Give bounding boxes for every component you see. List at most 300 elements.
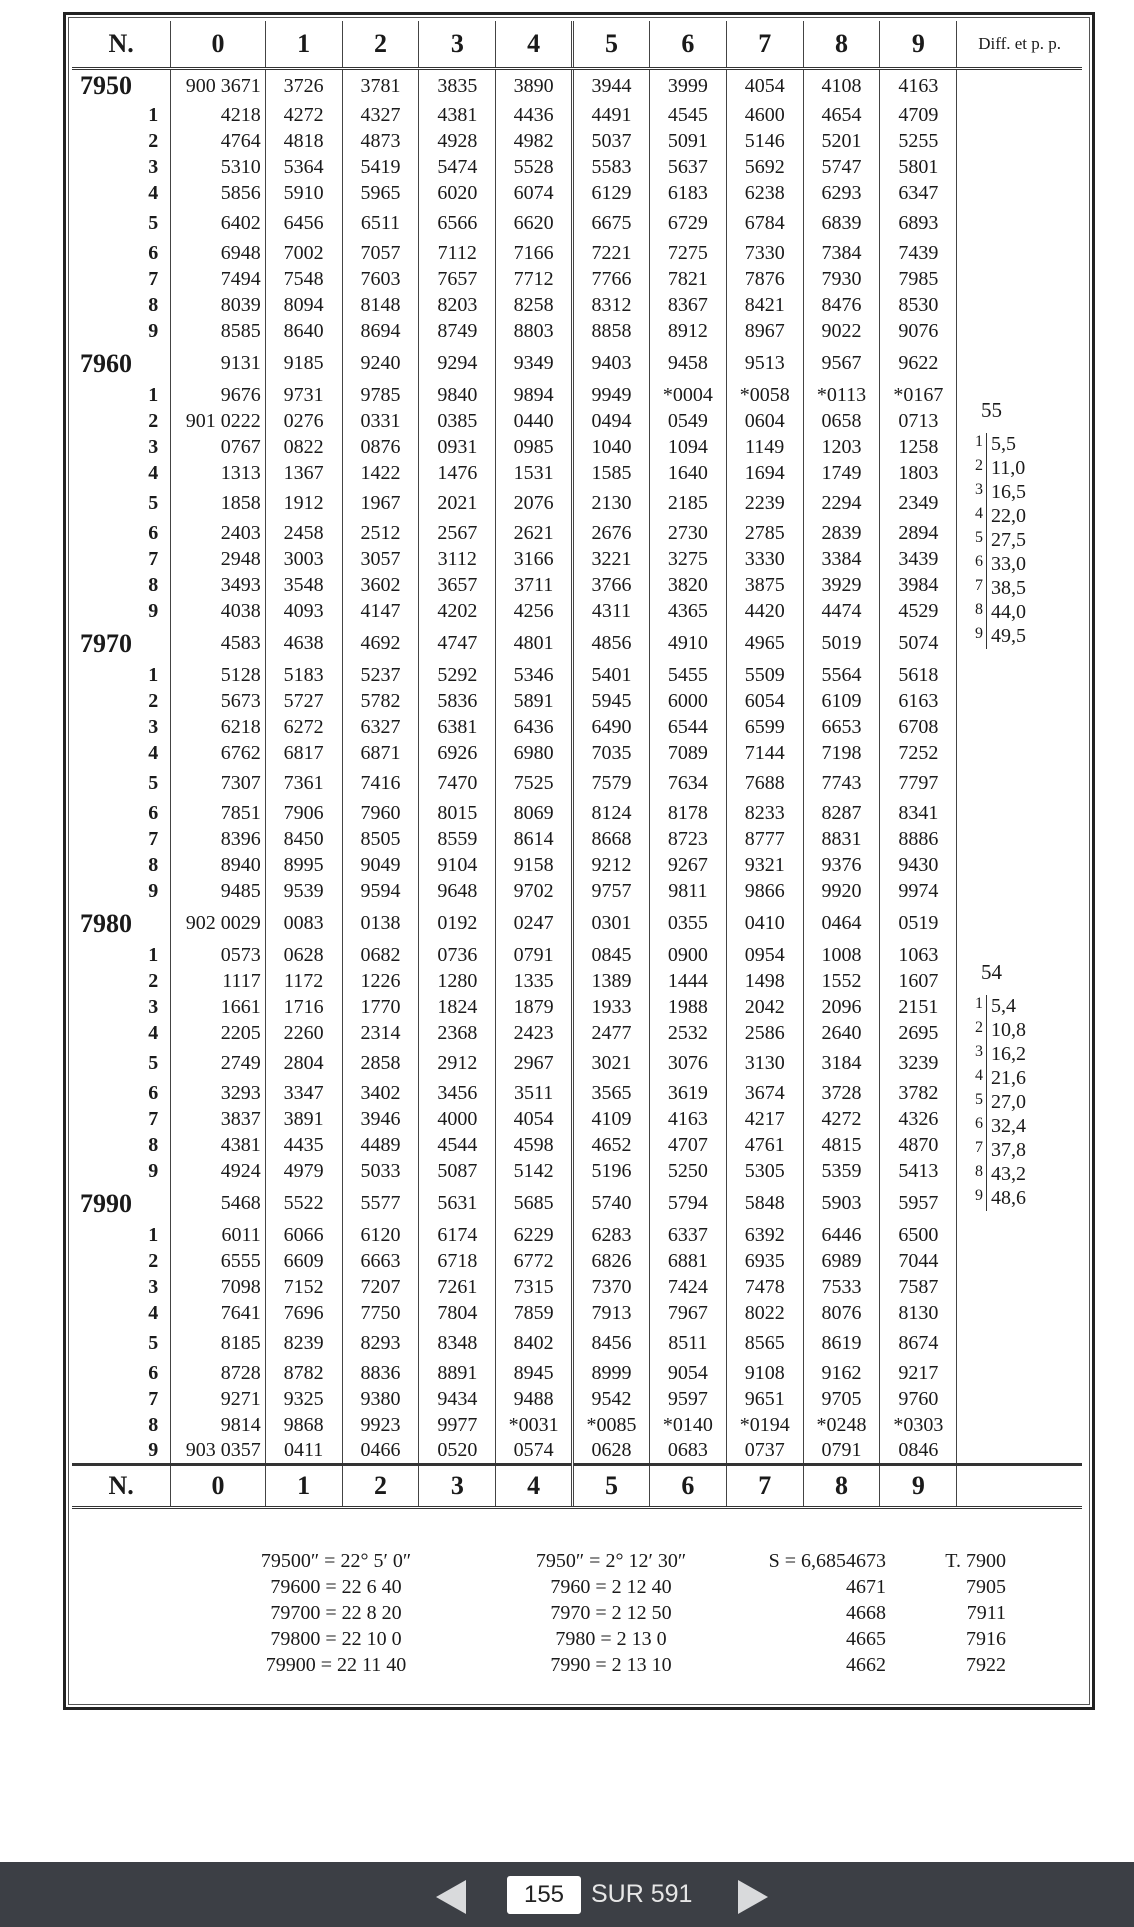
table-cell: 2749: [220, 1052, 261, 1074]
table-cell: 7035: [573, 741, 650, 767]
table-cell: 5903: [803, 1185, 880, 1223]
table-cell: 4979: [265, 1159, 342, 1185]
table-cell: 9731: [265, 383, 342, 409]
table-cell: 8348: [419, 1327, 496, 1361]
table-cell: 6183: [649, 181, 726, 207]
table-cell: 5957: [880, 1185, 957, 1223]
footer-cell-n: N.: [72, 1465, 171, 1508]
table-cell: 5413: [880, 1159, 957, 1185]
diff-row-index: 4: [961, 505, 987, 529]
table-cell: 5637: [649, 155, 726, 181]
table-cell: 0411: [265, 1439, 342, 1465]
table-cell: 8995: [265, 853, 342, 879]
table-cell: 6500: [880, 1223, 957, 1249]
table-cell: 1607: [880, 969, 957, 995]
table-cell: 9380: [342, 1387, 419, 1413]
table-cell: 5250: [649, 1159, 726, 1185]
table-cell: 7712: [496, 267, 573, 293]
table-cell: 1008: [803, 943, 880, 969]
table-cell: 5033: [342, 1159, 419, 1185]
table-cell: 4815: [803, 1133, 880, 1159]
diff-table-rows: [961, 995, 1071, 1211]
table-cell: *0140: [649, 1413, 726, 1439]
table-cell: 7913: [573, 1301, 650, 1327]
table-cell: 9049: [342, 853, 419, 879]
table-cell: 9814: [220, 1414, 261, 1436]
table-cell: 3835: [419, 69, 496, 103]
table-cell: 8891: [419, 1361, 496, 1387]
table-cell: 4218: [220, 104, 261, 126]
table-cell: 7166: [496, 241, 573, 267]
table-cell: 0276: [265, 409, 342, 435]
table-cell: 6011: [221, 1224, 261, 1246]
diff-row: [961, 625, 1071, 649]
table-cell: 0767: [220, 436, 261, 458]
table-cell: 2839: [803, 521, 880, 547]
table-cell: 8614: [496, 827, 573, 853]
table-cell: 5673: [220, 690, 261, 712]
table-cell: 0192: [419, 905, 496, 943]
table-row: [72, 767, 1082, 801]
table-cell: 4654: [803, 103, 880, 129]
table-cell: 4489: [342, 1133, 419, 1159]
table-cell: 9974: [880, 879, 957, 905]
table-cell: 4707: [649, 1133, 726, 1159]
table-cell: 4924: [220, 1160, 261, 1182]
table-cell: *0058: [726, 383, 803, 409]
diff-column-cell: [957, 689, 1082, 715]
table-cell: 5856: [220, 182, 261, 204]
table-cell: 5346: [496, 663, 573, 689]
diff-table-rows: [961, 433, 1071, 649]
table-cell: 7330: [726, 241, 803, 267]
diff-row-value: 5,5: [991, 433, 1016, 455]
diff-column-cell: [957, 1275, 1082, 1301]
table-cell: 1716: [265, 995, 342, 1021]
row-label: 6: [72, 521, 171, 547]
table-cell: 7743: [803, 767, 880, 801]
table-cell: 2130: [573, 487, 650, 521]
table-cell: 4600: [726, 103, 803, 129]
table-cell: *0031: [496, 1413, 573, 1439]
table-cell: 1770: [342, 995, 419, 1021]
table-cell: 0519: [880, 905, 957, 943]
footer-cell-6: 6: [649, 1465, 726, 1508]
diff-row-index: 9: [961, 625, 987, 649]
table-row: [72, 1021, 1082, 1047]
table-cell: 1172: [265, 969, 342, 995]
table-cell: 5747: [803, 155, 880, 181]
table-cell: 3511: [496, 1081, 573, 1107]
table-cell: 6653: [803, 715, 880, 741]
page-navigation-bar: [0, 1862, 1134, 1927]
table-cell: 5091: [649, 129, 726, 155]
diff-row-value: 21,6: [991, 1067, 1026, 1089]
table-cell: 8258: [496, 293, 573, 319]
table-cell: 9054: [649, 1361, 726, 1387]
table-cell: 7960: [342, 801, 419, 827]
table-cell: 3890: [496, 69, 573, 103]
table-cell: 1203: [803, 435, 880, 461]
table-cell: 3112: [419, 547, 496, 573]
row-label: 5: [72, 207, 171, 241]
table-cell: 8421: [726, 293, 803, 319]
table-cell: 2403: [220, 522, 261, 544]
diff-row-index: 5: [961, 1091, 987, 1115]
table-cell: 5401: [573, 663, 650, 689]
table-cell: 2368: [419, 1021, 496, 1047]
table-cell: 7533: [803, 1275, 880, 1301]
table-cell: 8069: [496, 801, 573, 827]
table-cell: *0303: [880, 1413, 957, 1439]
table-cell: 5564: [803, 663, 880, 689]
table-cell: 4000: [419, 1107, 496, 1133]
table-cell: 9321: [726, 853, 803, 879]
table-cell: 6708: [880, 715, 957, 741]
table-cell: 0464: [803, 905, 880, 943]
diff-column-cell: [957, 293, 1082, 319]
row-label: 3: [72, 715, 171, 741]
table-cell: 8777: [726, 827, 803, 853]
table-cell: 4108: [803, 69, 880, 103]
table-row: [72, 573, 1082, 599]
table-cell: 5965: [342, 181, 419, 207]
table-cell: 9977: [419, 1413, 496, 1439]
table-cell: 9488: [496, 1387, 573, 1413]
table-cell: 7548: [265, 267, 342, 293]
block-number: 7970: [72, 625, 171, 663]
table-cell: 3711: [496, 573, 573, 599]
table-cell: 5618: [880, 663, 957, 689]
table-cell: 2294: [803, 487, 880, 521]
table-cell: 4436: [496, 103, 573, 129]
table-cell: 9949: [573, 383, 650, 409]
table-cell: 8912: [649, 319, 726, 345]
table-cell: 6337: [649, 1223, 726, 1249]
footer-cell-7: 7: [726, 1465, 803, 1508]
table-cell: 5945: [573, 689, 650, 715]
table-cell: 6392: [726, 1223, 803, 1249]
diff-column-cell: [957, 801, 1082, 827]
diff-row-value: 37,8: [991, 1139, 1026, 1161]
diff-row-index: 1: [961, 433, 987, 457]
table-cell: 902 0029: [185, 912, 261, 934]
diff-row: [961, 433, 1071, 457]
footer-cell-0: 0: [171, 1465, 265, 1508]
diff-row: [961, 481, 1071, 505]
table-row: [72, 663, 1082, 689]
table-cell: 3999: [649, 69, 726, 103]
table-cell: 0736: [419, 943, 496, 969]
diff-row-value: 33,0: [991, 553, 1026, 575]
table-cell: 4256: [496, 599, 573, 625]
table-cell: 3275: [649, 547, 726, 573]
table-cell: 3456: [419, 1081, 496, 1107]
table-cell: 7587: [880, 1275, 957, 1301]
diff-row: [961, 529, 1071, 553]
diff-column-cell: [957, 267, 1082, 293]
table-cell: 9651: [726, 1387, 803, 1413]
table-cell: 6129: [573, 181, 650, 207]
table-cell: 1912: [265, 487, 342, 521]
row-label: 1: [72, 663, 171, 689]
table-cell: 0628: [573, 1439, 650, 1465]
table-cell: 1694: [726, 461, 803, 487]
table-cell: 9567: [803, 345, 880, 383]
diff-column-cell: [957, 319, 1082, 345]
table-cell: 7424: [649, 1275, 726, 1301]
row-label: 8: [72, 1133, 171, 1159]
table-cell: 5740: [573, 1185, 650, 1223]
table-cell: 5727: [265, 689, 342, 715]
table-cell: 5522: [265, 1185, 342, 1223]
table-cell: 2858: [342, 1047, 419, 1081]
previous-page-button[interactable]: [436, 1880, 466, 1914]
table-cell: 9539: [265, 879, 342, 905]
table-cell: 4856: [573, 625, 650, 663]
table-cell: 0683: [649, 1439, 726, 1465]
footer-cell-1: 1: [265, 1465, 342, 1508]
footer-note-a: 79600 = 22 6 40: [270, 1576, 402, 1598]
table-cell: 8886: [880, 827, 957, 853]
table-cell: 8312: [573, 293, 650, 319]
table-cell: 9920: [803, 879, 880, 905]
table-cell: 8476: [803, 293, 880, 319]
table-cell: 5364: [265, 155, 342, 181]
table-cell: 8094: [265, 293, 342, 319]
table-cell: 1444: [649, 969, 726, 995]
table-cell: *0194: [726, 1413, 803, 1439]
table-cell: 3820: [649, 573, 726, 599]
diff-column-cell: [957, 345, 1082, 383]
table-cell: 5794: [649, 1185, 726, 1223]
diff-column-cell: [957, 103, 1082, 129]
table-cell: 2349: [880, 487, 957, 521]
table-row: [72, 487, 1082, 521]
table-cell: 0791: [496, 943, 573, 969]
footer-note-d: 7922: [966, 1654, 1006, 1676]
table-cell: 6293: [803, 181, 880, 207]
diff-column-cell: [957, 1439, 1082, 1465]
table-cell: 0385: [419, 409, 496, 435]
diff-row-value: 5,4: [991, 995, 1016, 1017]
table-cell: 7634: [649, 767, 726, 801]
table-cell: 7641: [220, 1302, 261, 1324]
log-table: [72, 21, 1082, 1509]
diff-column-cell: [957, 207, 1082, 241]
table-cell: 3726: [265, 69, 342, 103]
table-cell: 9648: [419, 879, 496, 905]
table-cell: 3330: [726, 547, 803, 573]
footer-note-row: [186, 1576, 1026, 1602]
table-cell: 8367: [649, 293, 726, 319]
table-cell: 4272: [265, 103, 342, 129]
table-cell: 5183: [265, 663, 342, 689]
table-cell: 1422: [342, 461, 419, 487]
table-cell: 3184: [803, 1047, 880, 1081]
table-cell: 903 0357: [185, 1439, 261, 1462]
row-label: 7: [72, 1387, 171, 1413]
diff-row: [961, 995, 1071, 1019]
footer-note-b: 7960 = 2 12 40: [550, 1576, 672, 1598]
table-cell: 4054: [496, 1107, 573, 1133]
table-cell: 3293: [220, 1082, 261, 1104]
table-row: [72, 969, 1082, 995]
table-cell: 4529: [880, 599, 957, 625]
table-row: [72, 853, 1082, 879]
table-cell: 9434: [419, 1387, 496, 1413]
table-cell: 4709: [880, 103, 957, 129]
table-cell: 7859: [496, 1301, 573, 1327]
table-cell: 1476: [419, 461, 496, 487]
table-row: [72, 1327, 1082, 1361]
table-cell: 1226: [342, 969, 419, 995]
row-label: 9: [72, 599, 171, 625]
table-cell: 4272: [803, 1107, 880, 1133]
footer-cell-3: 3: [419, 1465, 496, 1508]
table-cell: 6054: [726, 689, 803, 715]
footer-note-row: [186, 1550, 1026, 1576]
table-cell: 7851: [220, 802, 261, 824]
table-cell: 7688: [726, 767, 803, 801]
table-cell: 6609: [265, 1249, 342, 1275]
table-row: [72, 1081, 1082, 1107]
diff-row: [961, 1163, 1071, 1187]
table-cell: 1749: [803, 461, 880, 487]
table-cell: 2021: [419, 487, 496, 521]
table-cell: 9267: [649, 853, 726, 879]
table-cell: 7696: [265, 1301, 342, 1327]
table-cell: 0466: [342, 1439, 419, 1465]
table-cell: 2967: [496, 1047, 573, 1081]
table-cell: 0247: [496, 905, 573, 943]
table-cell: 7906: [265, 801, 342, 827]
table-cell: 6446: [803, 1223, 880, 1249]
row-label: 2: [72, 1249, 171, 1275]
table-cell: *0167: [880, 383, 957, 409]
table-cell: 1040: [573, 435, 650, 461]
table-cell: 5087: [419, 1159, 496, 1185]
diff-row-value: 43,2: [991, 1163, 1026, 1185]
table-row: [72, 103, 1082, 129]
footer-note-a: 79900 = 22 11 40: [265, 1654, 407, 1676]
table-row: [72, 1439, 1082, 1465]
table-cell: 4544: [419, 1133, 496, 1159]
table-cell: 5359: [803, 1159, 880, 1185]
diff-column-cell: [957, 663, 1082, 689]
table-cell: 7207: [342, 1275, 419, 1301]
table-cell: 5305: [726, 1159, 803, 1185]
row-label: 6: [72, 241, 171, 267]
diff-row: [961, 1091, 1071, 1115]
table-cell: 7370: [573, 1275, 650, 1301]
table-cell: 7494: [220, 268, 261, 290]
table-cell: 8022: [726, 1301, 803, 1327]
table-cell: 9325: [265, 1387, 342, 1413]
diff-row-value: 10,8: [991, 1019, 1026, 1041]
diff-column-cell: [957, 905, 1082, 943]
diff-column-cell: [957, 155, 1082, 181]
table-cell: 3239: [880, 1047, 957, 1081]
table-cell: 8511: [649, 1327, 726, 1361]
table-cell: 8124: [573, 801, 650, 827]
table-cell: 0440: [496, 409, 573, 435]
table-cell: 1280: [419, 969, 496, 995]
table-cell: 8402: [496, 1327, 573, 1361]
footer-note-row: [186, 1654, 1026, 1680]
table-row: [72, 1159, 1082, 1185]
diff-column-cell: [957, 741, 1082, 767]
table-cell: 2260: [265, 1021, 342, 1047]
row-label: 4: [72, 741, 171, 767]
table-row: [72, 129, 1082, 155]
table-cell: 7044: [880, 1249, 957, 1275]
table-cell: 9760: [880, 1387, 957, 1413]
table-cell: 3347: [265, 1081, 342, 1107]
table-cell: 8967: [726, 319, 803, 345]
table-row: [72, 827, 1082, 853]
table-cell: 5782: [342, 689, 419, 715]
diff-row: [961, 457, 1071, 481]
footer-note-d: 7905: [966, 1576, 1006, 1598]
table-cell: 6839: [803, 207, 880, 241]
row-label: 1: [72, 383, 171, 409]
diff-table-55: [961, 398, 1071, 649]
footer-note-row: [186, 1602, 1026, 1628]
table-cell: 0083: [265, 905, 342, 943]
diff-row: [961, 505, 1071, 529]
diff-row: [961, 577, 1071, 601]
table-cell: 0549: [649, 409, 726, 435]
table-cell: 6566: [419, 207, 496, 241]
table-cell: 9485: [220, 880, 261, 902]
table-cell: 8293: [342, 1327, 419, 1361]
row-label: 3: [72, 155, 171, 181]
table-cell: 3076: [649, 1047, 726, 1081]
table-cell: 3493: [220, 574, 261, 596]
table-cell: 0331: [342, 409, 419, 435]
table-cell: 5801: [880, 155, 957, 181]
table-cell: 5292: [419, 663, 496, 689]
diff-column-cell: [957, 1413, 1082, 1439]
row-label: 5: [72, 767, 171, 801]
table-cell: 2912: [419, 1047, 496, 1081]
table-row: [72, 715, 1082, 741]
page-number-input[interactable]: [507, 1876, 581, 1914]
table-cell: 6381: [419, 715, 496, 741]
table-cell: 6926: [419, 741, 496, 767]
table-cell: 4054: [726, 69, 803, 103]
next-page-button[interactable]: [738, 1880, 768, 1914]
table-cell: 9513: [726, 345, 803, 383]
table-cell: 8999: [573, 1361, 650, 1387]
table-cell: 4327: [342, 103, 419, 129]
footer-note-d: 7916: [966, 1628, 1006, 1650]
table-cell: 9104: [419, 853, 496, 879]
diff-row: [961, 1115, 1071, 1139]
footer-note-d: 7911: [966, 1602, 1006, 1624]
table-cell: 0822: [265, 435, 342, 461]
table-cell: 6456: [265, 207, 342, 241]
diff-row-index: 3: [961, 1043, 987, 1067]
diff-row-value: 38,5: [991, 577, 1026, 599]
table-cell: 0138: [342, 905, 419, 943]
header-cell-0: 0: [171, 21, 265, 69]
table-cell: 0954: [726, 943, 803, 969]
table-cell: 1803: [880, 461, 957, 487]
table-cell: 9676: [220, 384, 261, 406]
table-cell: 8945: [496, 1361, 573, 1387]
